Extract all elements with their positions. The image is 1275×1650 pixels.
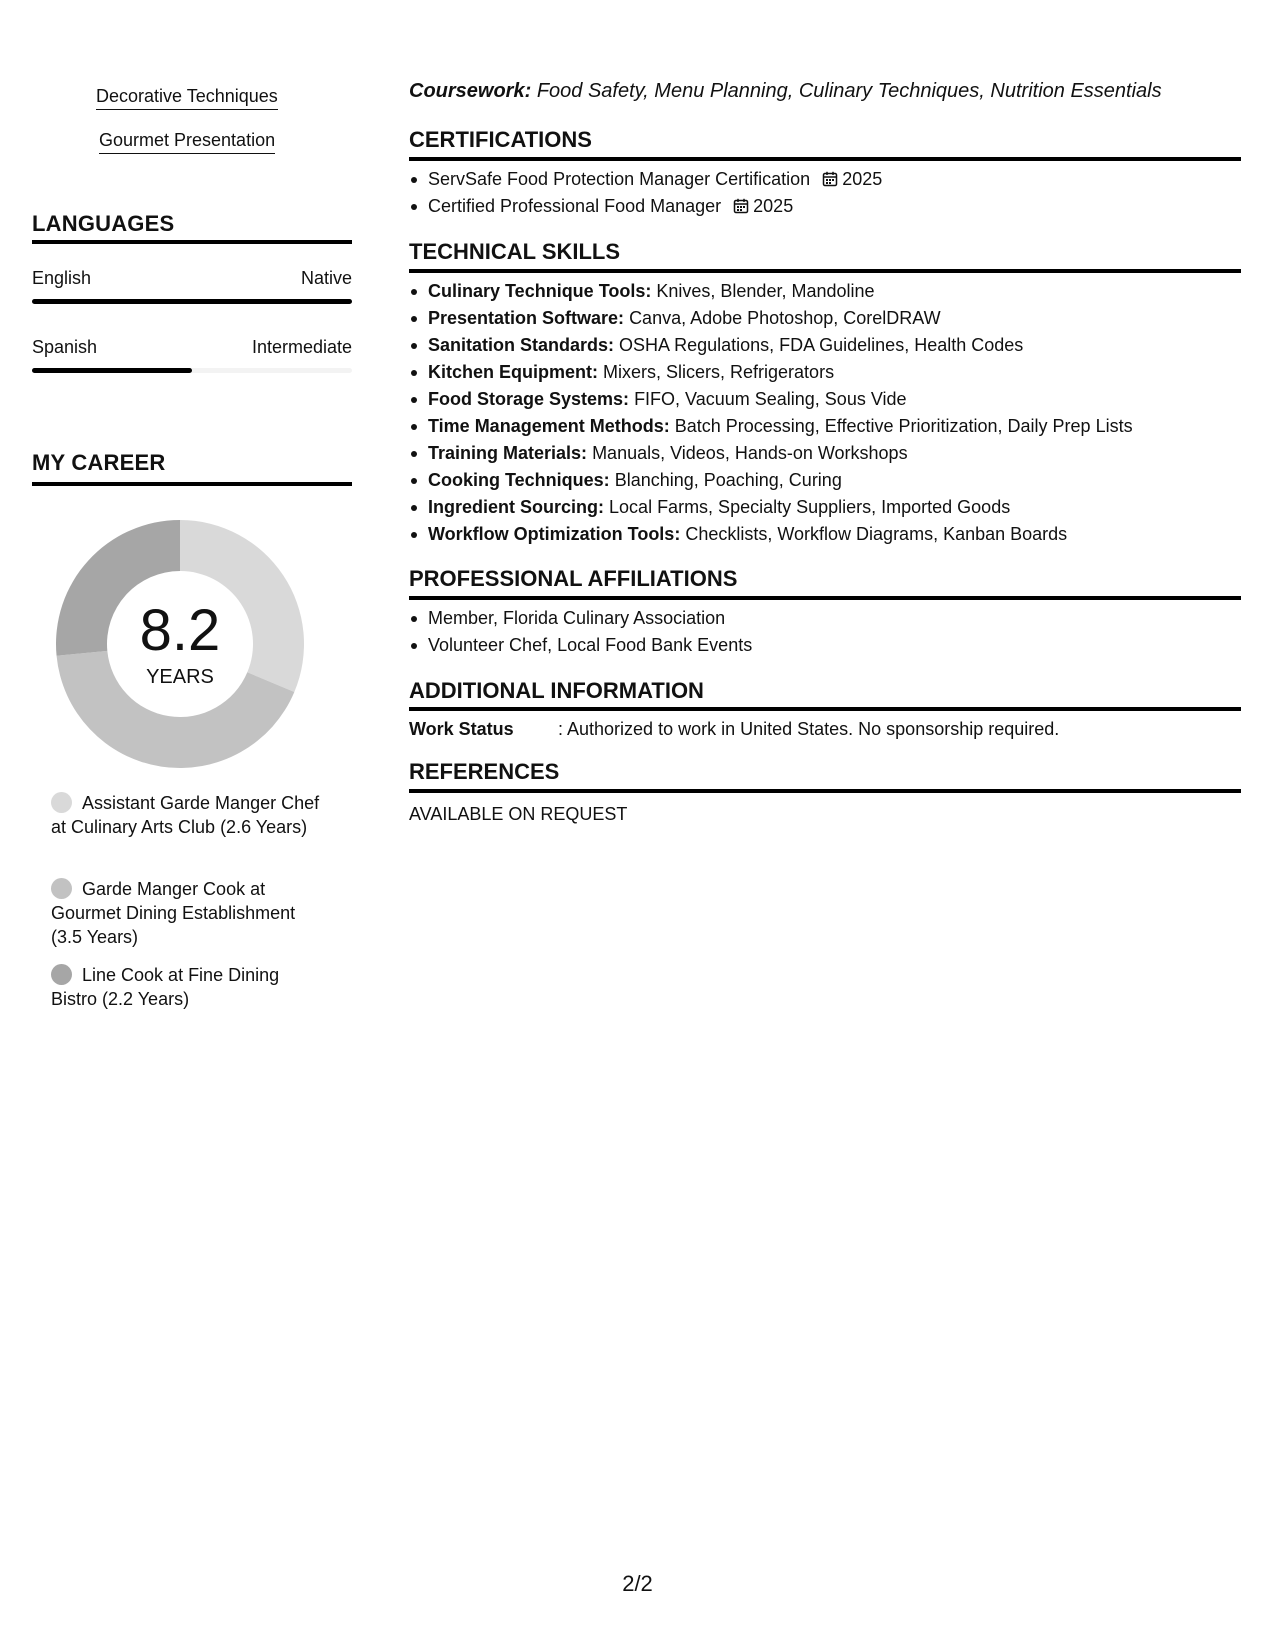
skill-label: Ingredient Sourcing: [428, 497, 605, 517]
skill-value: FIFO, Vacuum Sealing, Sous Vide [634, 389, 907, 409]
language-name: Spanish [32, 337, 98, 357]
skill-item [409, 467, 1241, 494]
career-title: MY CAREER [32, 450, 166, 475]
skill-value: Canva, Adobe Photoshop, CorelDRAW [629, 308, 941, 328]
donut-center [56, 520, 304, 768]
certification-item [409, 193, 1241, 220]
legend-dot-icon [51, 878, 72, 899]
skill-item [409, 386, 1241, 413]
career-legend-label: Line Cook at Fine Dining Bistro (2.2 Years) [51, 965, 280, 1009]
affiliation-item: Member, Florida Culinary Association [409, 605, 1241, 632]
career-total-unit: YEARS [146, 666, 214, 688]
career-legend-label: Assistant Garde Manger Chef at Culinary Arts Club (2.6 Years) [51, 793, 320, 837]
skill-label: Time Management Methods: [428, 416, 670, 436]
certifications-title: CERTIFICATIONS [409, 127, 592, 152]
skill-label: Workflow Optimization Tools: [428, 524, 681, 544]
skill-label: Cooking Techniques: [428, 470, 610, 490]
skill-value: OSHA Regulations, FDA Guidelines, Health Codes [619, 335, 1024, 355]
coursework-label: Coursework: [409, 80, 532, 102]
affiliations-list [409, 605, 1241, 659]
coursework-text: Food Safety, Menu Planning, Culinary Techniques, Nutrition Essentials [536, 80, 1162, 102]
calendar-icon [733, 198, 749, 214]
certification-year: 2025 [842, 169, 883, 189]
legend-dot-icon [51, 964, 72, 985]
career-total-years: 8.2 [139, 598, 221, 663]
language-level: Native [300, 268, 352, 288]
skill-item [409, 521, 1241, 548]
language-proficiency-bar [32, 368, 352, 373]
section-divider [409, 596, 1241, 600]
work-status-value: : Authorized to work in United States. No sponsorship required. [558, 719, 1060, 739]
references-title: REFERENCES [409, 759, 560, 784]
skill-item [409, 278, 1241, 305]
language-level: Intermediate [251, 337, 352, 357]
skill-value: Blanching, Poaching, Curing [614, 470, 842, 490]
skill-value: Manuals, Videos, Hands-on Workshops [592, 443, 908, 463]
affiliations-title: PROFESSIONAL AFFILIATIONS [409, 566, 738, 591]
skill-value: Knives, Blender, Mandoline [656, 281, 875, 301]
skill-value: Local Farms, Specialty Suppliers, Imported Goods [609, 497, 1011, 517]
skill-item [409, 305, 1241, 332]
language-proficiency-bar [32, 299, 352, 304]
calendar-icon [822, 171, 838, 187]
language-proficiency-fill [32, 368, 192, 373]
page-number: 2/2 [622, 1571, 653, 1596]
language-proficiency-fill [32, 299, 352, 304]
skill-label: Training Materials: [428, 443, 588, 463]
skill-item [409, 440, 1241, 467]
skill-label: Food Storage Systems: [428, 389, 630, 409]
coursework-line [409, 80, 1162, 103]
certification-name: Certified Professional Food Manager [428, 196, 722, 216]
work-status-label: Work Status [409, 719, 514, 739]
skill-item [409, 413, 1241, 440]
skill-item [409, 494, 1241, 521]
career-legend-item [51, 791, 326, 839]
references-text: AVAILABLE ON REQUEST [409, 804, 628, 824]
career-legend-item [51, 963, 326, 1011]
certification-item [409, 166, 1241, 193]
certification-name: ServSafe Food Protection Manager Certification [428, 169, 811, 189]
languages-title: LANGUAGES [32, 211, 175, 236]
career-legend-label: Garde Manger Cook at Gourmet Dining Establishment (3.5 Years) [51, 879, 296, 947]
career-legend-item [51, 877, 326, 949]
section-divider [32, 240, 352, 244]
skill-label: Kitchen Equipment: [428, 362, 598, 382]
skill-label: Presentation Software: [428, 308, 625, 328]
skill-tag: Gourmet Presentation [99, 130, 275, 154]
skill-label: Sanitation Standards: [428, 335, 615, 355]
skill-item [409, 359, 1241, 386]
skill-value: Checklists, Workflow Diagrams, Kanban Boards [685, 524, 1068, 544]
career-donut-chart [56, 520, 304, 768]
skill-label: Culinary Technique Tools: [428, 281, 652, 301]
skill-value: Batch Processing, Effective Prioritization, Daily Prep Lists [674, 416, 1133, 436]
section-divider [409, 707, 1241, 711]
section-divider [409, 157, 1241, 161]
language-name: English [32, 268, 92, 288]
section-divider [409, 789, 1241, 793]
skill-value: Mixers, Slicers, Refrigerators [603, 362, 835, 382]
certification-year: 2025 [753, 196, 794, 216]
legend-dot-icon [51, 792, 72, 813]
additional-info-title: ADDITIONAL INFORMATION [409, 678, 704, 703]
technical-skills-list [409, 278, 1241, 548]
technical-skills-title: TECHNICAL SKILLS [409, 239, 621, 264]
section-divider [409, 269, 1241, 273]
skill-item [409, 332, 1241, 359]
section-divider [32, 482, 352, 486]
affiliation-item: Volunteer Chef, Local Food Bank Events [409, 632, 1241, 659]
certifications-list [409, 166, 1241, 220]
skill-tag: Decorative Techniques [96, 86, 278, 110]
